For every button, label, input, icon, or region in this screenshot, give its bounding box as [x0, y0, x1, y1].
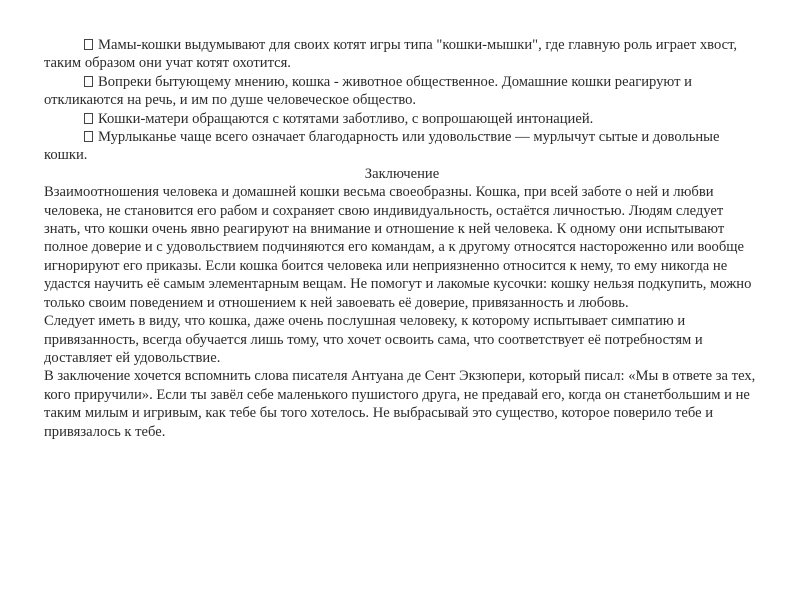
paragraph: Следует иметь в виду, что кошка, даже очень послушная человеку, к которому испытывает симпатию и привязанность, всегда обучается лишь тому, что хочет освоить сама, что соответствует её потребностям и доставляет ей удовольствие.: [44, 313, 703, 366]
section-heading: Заключение: [364, 165, 440, 182]
bullet-item: [44, 110, 760, 128]
bullet-item: [44, 36, 760, 73]
bullet-item: [44, 73, 760, 110]
bullet-text: Вопреки бытующему мнению, кошка - животное общественное. Домашние кошки реагируют и откликаются на речь, и им по душе человеческое общество.: [44, 73, 692, 109]
bullet-box-icon: [84, 113, 93, 124]
document-body: [44, 36, 760, 441]
bullet-item: [44, 128, 760, 165]
bullet-text: Мурлыканье чаще всего означает благодарность или удовольствие — мурлычут сытые и довольные кошки.: [44, 129, 720, 164]
bullet-text: Кошки-матери обращаются с котятами заботливо, с вопрошающей интонацией.: [98, 110, 594, 127]
bullet-box-icon: [84, 76, 93, 87]
paragraph: Взаимоотношения человека и домашней кошки весьма своеобразны. Кошка, при всей заботе о ней и любви человека, не становится его рабом и сохраняет свою индивидуальность, остаётся личностью. Людям следует знать, что кошки очень явно реагируют на внимание и отношение к ней человека. К одному они испытывают полное доверие и с удовольствием подчиняются его командам, а к другому относятся настороженно или вообще игнорируют его приказы. Если кошка боится человека или неприязненно относится к нему, то ему никогда не удастся научить её самым элементарным вещам. Не помогут и лакомые кусочки: кошку нельзя подкупить, можно только своим поведением и отношением к ней завоевать её доверие, привязанность и любовь.: [44, 184, 752, 311]
paragraph: В заключение хочется вспомнить слова писателя Антуана де Сент Экзюпери, который писал: «Мы в ответе за тех, кого приручили». Если ты завёл себе маленького пушистого друга, не предавай его, когда он станетбольшим и не таким милым и игривым, как тебе бы того хотелось. Не выбрасывай это существо, которое поверило тебе и привязалось к тебе.: [44, 368, 756, 440]
bullet-box-icon: [84, 39, 93, 50]
bullet-box-icon: [84, 131, 93, 142]
bullet-text: Мамы-кошки выдумывают для своих котят игры типа "кошки-мышки", где главную роль играет хвост, таким образом они учат котят охотится.: [44, 37, 738, 72]
